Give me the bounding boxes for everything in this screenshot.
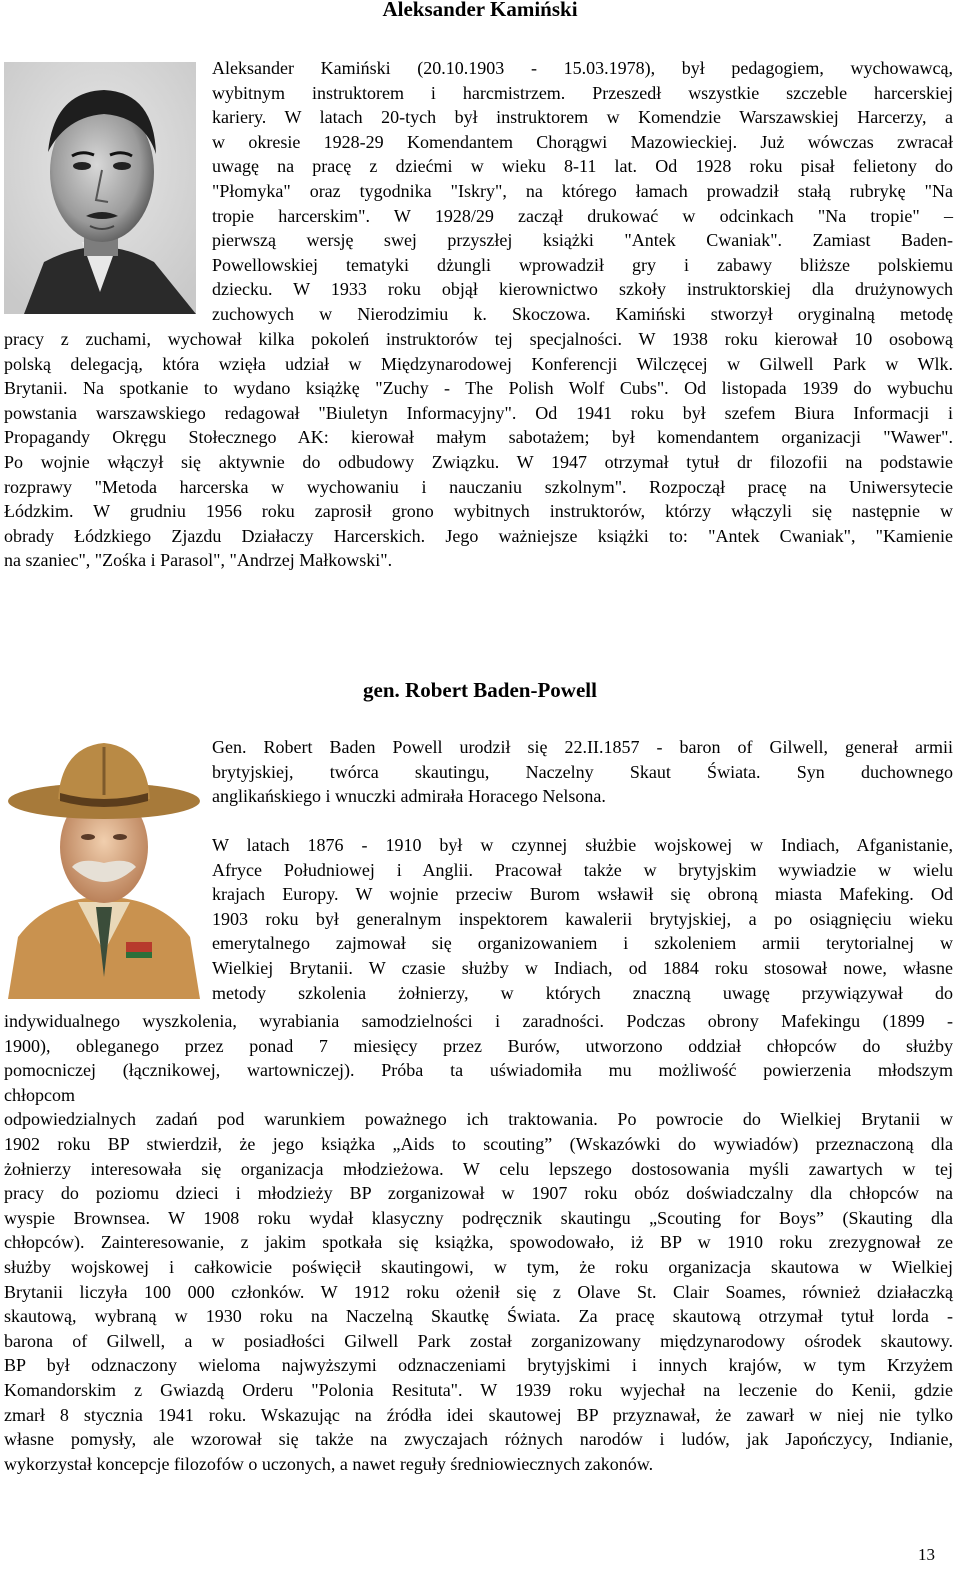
text-line: tropie harcerskim". W 1928/29 zaczął drukować w odcinkach "Na tropie" – <box>212 205 953 226</box>
kaminski-text-full-width <box>4 327 953 573</box>
text-line: Afryce Południowej i Anglii. Pracował także w brytyjskim wywiadzie w wielu <box>212 859 953 880</box>
text-line: "Płomyka" oraz tygodnika "Iskry", na którego łamach prowadził stałą rubrykę "Na <box>212 180 953 201</box>
text-line: wyspie Brownsea. W 1908 roku wydał klasyczny podręcznik skautingu „Scouting for Boys” (Skauting dla <box>4 1207 953 1228</box>
text-line: metody szkolenia żołnierzy, w których znaczną uwagę przywiązywał do <box>212 982 953 1003</box>
text-line: Powellowskiej tematyki dżungli wprowadził gry i zabawy bliższe polskiemu <box>212 254 953 275</box>
text-line: Propagandy Okręgu Stołecznego AK: kierował małym sabotażem; był komendantem organizacji "Wawer". <box>4 427 953 448</box>
text-line: 1902 roku BP stwierdził, że jego książka „Aids to scouting” (Wskazówki do wywiadów) przeznaczoną dla <box>4 1133 953 1154</box>
portrait-photo-scout-hat-icon <box>8 737 200 999</box>
text-line: brytyjskiej, twórca skautingu, Naczelny Skaut Świata. Syn duchownego <box>212 761 953 782</box>
text-line: anglikańskiego i wnuczki admirała Horacego Nelsona. <box>212 786 606 807</box>
text-line: Brytanii liczyła 100 000 członków. W 1912 roku ożenił się z Olave St. Clair Soames, również działaczką <box>4 1281 953 1302</box>
text-line: dziecku. W 1933 roku objął kierownictwo szkoły instruktorskiej dla drużynowych <box>212 279 953 300</box>
text-line: służby wojskowej i całkowicie poświęcił skautingowi, w tym, że roku organizacja skautowa w Wielkiej <box>4 1256 953 1277</box>
text-line: pomocniczej (łącznikowej, wartowniczej). Próba ta uświadomiła mu możliwość powierzenia młodszym <box>4 1060 953 1081</box>
text-line: pracy do poziomu dzieci i młodzieży BP zorganizował w 1907 roku obóz doświadczalny dla chłopców na <box>4 1183 953 1204</box>
text-line: Brytanii. Na spotkanie to wydano książkę "Zuchy - The Polish Wolf Cubs". Od listopada 1939 do wybuchu <box>4 378 953 399</box>
text-line: indywidualnego wyszkolenia, wyrabiania samodzielności i zaradności. Podczas obrony Mafekingu (1899 - <box>4 1011 953 1031</box>
text-line: obrady Łódzkiego Zjazdu Działaczy Harcerskich. Jego ważniejsze książki to: "Antek Cwaniak", "Kamienie <box>4 525 953 546</box>
portrait-photo-kaminski <box>4 62 196 314</box>
baden-powell-text-beside-photo <box>212 833 953 1005</box>
text-line: powstania warszawskiego redagował "Biuletyn Informacyjny". Od 1941 roku był szefem Biura Informacji i <box>4 402 953 423</box>
text-line: BP był odznaczony wieloma najwyższymi odznaczeniami brytyjskimi i innych krajów, w tym Krzyżem <box>4 1355 953 1376</box>
text-line: żołnierzy interesowała się organizacja młodzieżowa. W celu lepszego dostosowania myśli zawartych w tej <box>4 1158 953 1179</box>
kaminski-text-beside-photo <box>212 56 953 327</box>
text-line: Łódzkim. W grudniu 1956 roku zaprosił grono wybitnych instruktorów, którzy włączyli się następnie w <box>4 501 953 522</box>
text-line: barona of Gilwell, a w posiadłości Gilwell Park został zorganizowany międzynarodowy ośrodek skautowy. <box>4 1330 953 1351</box>
text-line: W latach 1876 - 1910 był w czynnej służbie wojskowej w Indiach, Afganistanie, <box>212 835 953 855</box>
text-line: pracy z zuchami, wychował kilka pokoleń instruktorów tej specjalności. W 1938 roku kierował 10 osobową <box>4 329 953 349</box>
text-line: zuchowych w Nierodzimiu k. Skoczowa. Kamiński stworzył oryginalną metodę <box>212 303 953 324</box>
text-line: krajach Europy. W wojnie przeciw Burom wsławił się obroną miasta Mafeking. Od <box>212 884 953 905</box>
text-line: wybitnym instruktorem i harcmistrzem. Przeszedł wszystkie szczeble harcerskiej <box>212 82 953 103</box>
text-line: 1900), obleganego przez ponad 7 miesięcy przez Burów, utworzono oddział chłopców do służby <box>4 1035 953 1056</box>
text-line: Po wojnie włączył się aktywnie do odbudowy Związku. W 1947 otrzymał tytuł dr filozofii na podstawie <box>4 451 953 472</box>
text-line: skautową, wybraną w 1930 roku na Naczelną Skautkę Świata. Za pracę skautową otrzymał tytuł lorda - <box>4 1306 953 1327</box>
text-line: Gen. Robert Baden Powell urodził się 22.II.1857 - baron of Gilwell, generał armii <box>212 737 953 757</box>
text-line: w okresie 1928-29 Komendantem Chorągwi Mazowieckiej. Już wówczas zwracał <box>212 131 953 152</box>
text-line: polską delegacją, która wzięła udział w Międzynarodowej Konferencji Wilczęcej w Gilwell Park w Wlk. <box>4 353 953 374</box>
text-line: rozprawy "Metoda harcerska w wychowaniu i nauczaniu szkolnym". Rozpoczął pracę na Uniwersytecie <box>4 476 953 497</box>
section-title-kaminski: Aleksander Kamiński <box>382 0 578 21</box>
text-line: wykorzystał koncepcje filozofów o uczonych, a nawet reguły średniowiecznych zakonów. <box>4 1453 654 1474</box>
baden-powell-text-full-width <box>4 1009 953 1476</box>
page-number: 13 <box>918 1545 935 1564</box>
text-line: na szaniec", "Zośka i Parasol", "Andrzej Małkowski". <box>4 550 393 571</box>
text-line: chłopcom <box>4 1084 75 1105</box>
portrait-photo-icon <box>4 62 196 314</box>
text-line: Wielkiej Brytanii. W czasie służby w Indiach, od 1884 roku stosował nowe, własne <box>212 957 953 978</box>
section-title-baden-powell: gen. Robert Baden-Powell <box>363 678 597 702</box>
baden-powell-intro-text <box>212 735 953 809</box>
text-line: emerytalnego zajmował się organizowaniem i szkoleniem armii terytorialnej w <box>212 933 953 954</box>
text-line: Komandorskim z Gwiazdą Orderu "Polonia Resituta". W 1939 roku wyjechał na leczenie do Kenii, gdzie <box>4 1379 953 1400</box>
text-line: odpowiedzialnych zadań pod warunkiem poważnego ich traktowania. Po powrocie do Wielkiej Brytanii w <box>4 1109 953 1130</box>
text-line: chłopców). Zainteresowanie, z jakim spotkała się książka, spowodowało, iż BP w 1910 roku zrezygnował ze <box>4 1232 953 1253</box>
text-line: uwagę na pracę z dziećmi w wieku 8-11 lat. Od 1928 roku pisał felietony do <box>212 156 953 177</box>
text-line: pierwszą wersję swej przyszłej książki "Antek Cwaniak". Zamiast Baden- <box>212 230 953 251</box>
portrait-photo-baden-powell <box>8 737 200 999</box>
text-line: zmarł 8 stycznia 1941 roku. Wskazując na źródła idei skautowej BP przyznawał, że zawarł w niej nie tylko <box>4 1404 953 1425</box>
text-line: 1903 roku był generalnym inspektorem kawalerii brytyjskiej, a po osiągnięciu wieku <box>212 908 953 929</box>
text-line: Aleksander Kamiński (20.10.1903 - 15.03.1978), był pedagogiem, wychowawcą, <box>212 58 953 78</box>
text-line: własne pomysły, ale wzorował się także na zwyczajach różnych narodów i ludów, jak Japończycy, Indianie, <box>4 1429 953 1450</box>
text-line: kariery. W latach 20-tych był instruktorem w Komendzie Warszawskiej Harcerzy, a <box>212 107 953 128</box>
